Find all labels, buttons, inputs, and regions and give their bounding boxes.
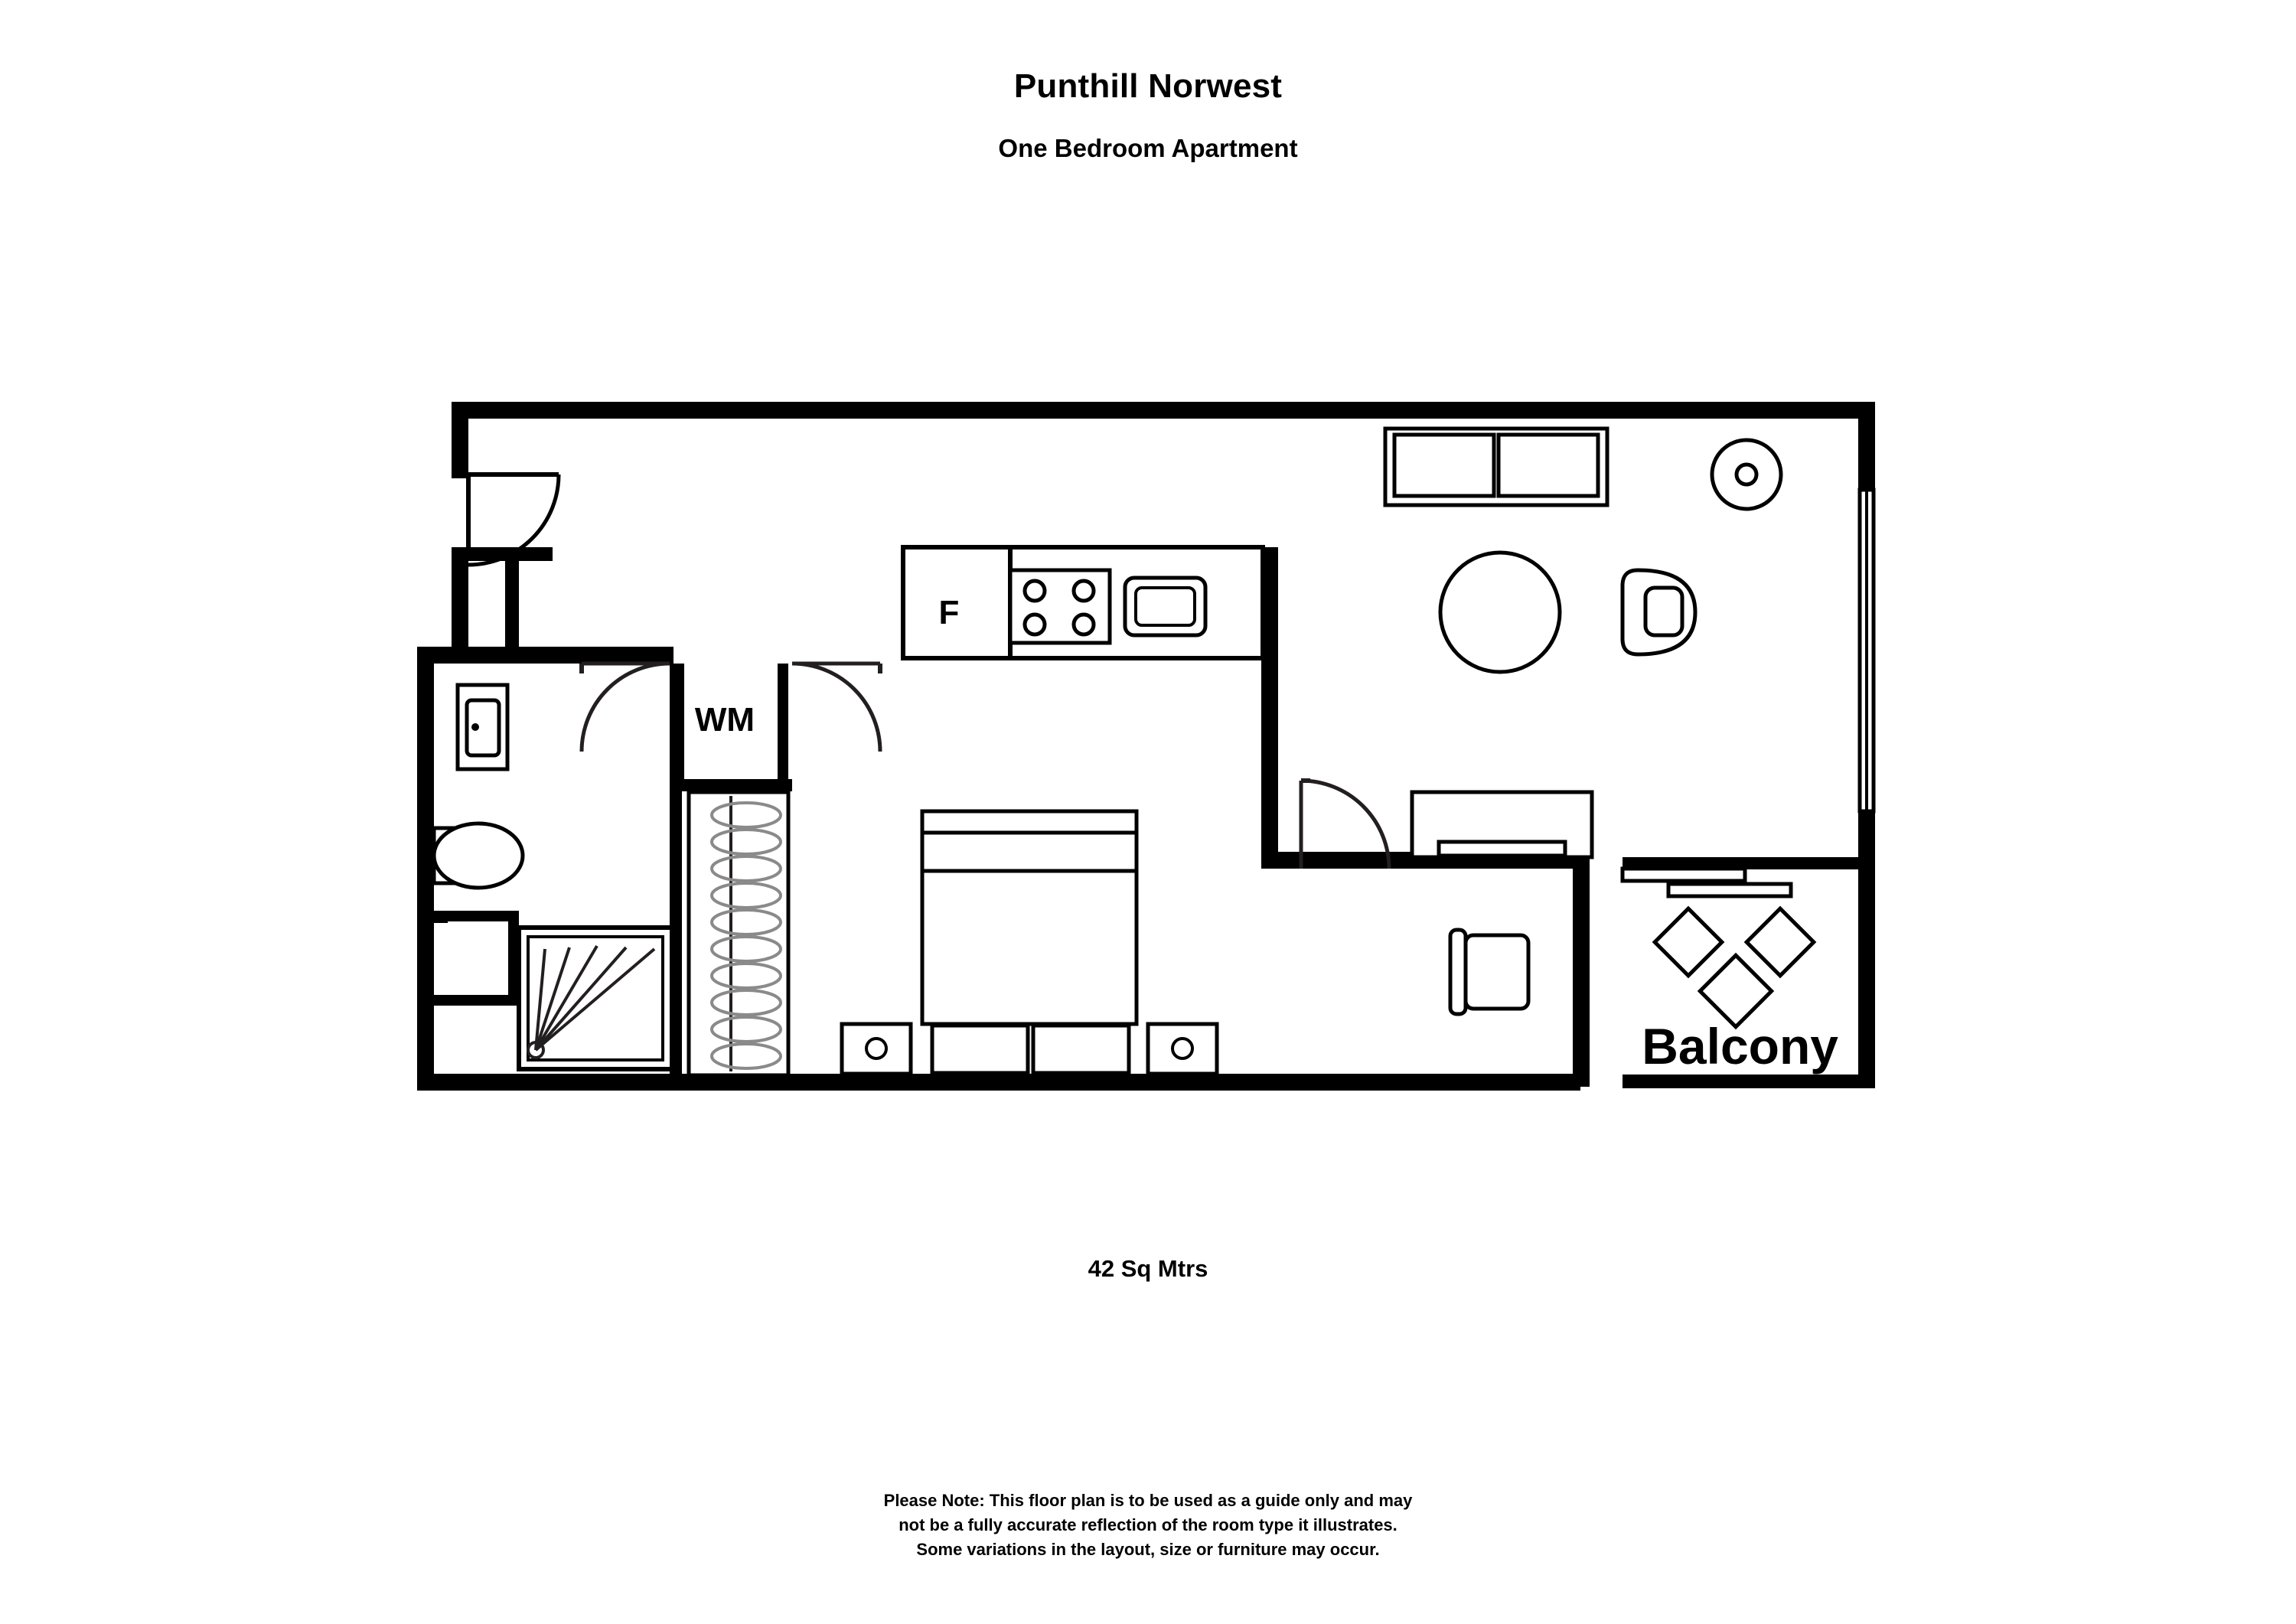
area-label: 42 Sq Mtrs: [1088, 1255, 1208, 1282]
washing-machine-label: WM: [694, 701, 755, 739]
fridge-label: F: [938, 594, 960, 631]
shower: [519, 928, 672, 1069]
disclaimer-line-1: Please Note: This floor plan is to be used as a guide only and may: [883, 1491, 1413, 1510]
balcony-sliding-door: [1623, 869, 1791, 896]
laundry-door: [792, 664, 880, 752]
toilet: [434, 823, 523, 888]
desk: [1412, 792, 1592, 857]
bed-bench: [932, 1026, 1129, 1073]
sofa: [1385, 429, 1607, 505]
bedside-table-right: [1148, 1024, 1217, 1074]
balcony-chair-left: [1655, 908, 1722, 976]
round-coffee-table: [1440, 553, 1560, 672]
page-title: Punthill Norwest: [1013, 67, 1283, 105]
vanity-basin: [458, 685, 507, 769]
cooktop: [1010, 570, 1110, 643]
balcony-label: Balcony: [1642, 1018, 1838, 1075]
page-subtitle: One Bedroom Apartment: [998, 134, 1298, 162]
window: [1860, 490, 1874, 811]
bathroom-door: [582, 664, 670, 752]
balcony-chair-right: [1746, 908, 1814, 976]
double-bed: [922, 811, 1137, 1024]
bedside-table-left: [842, 1024, 911, 1074]
wardrobe: [689, 792, 788, 1075]
sink: [1125, 578, 1205, 635]
floor-lamp: [1712, 440, 1781, 509]
armchair: [1623, 570, 1695, 654]
desk-chair: [1450, 930, 1528, 1014]
disclaimer-note: [0, 1489, 2296, 1562]
disclaimer-line-2: not be a fully accurate reflection of the room type it illustrates.: [899, 1515, 1397, 1534]
disclaimer-line-3: Some variations in the layout, size or furniture may occur.: [916, 1539, 1380, 1559]
balcony-table: [1700, 955, 1771, 1026]
